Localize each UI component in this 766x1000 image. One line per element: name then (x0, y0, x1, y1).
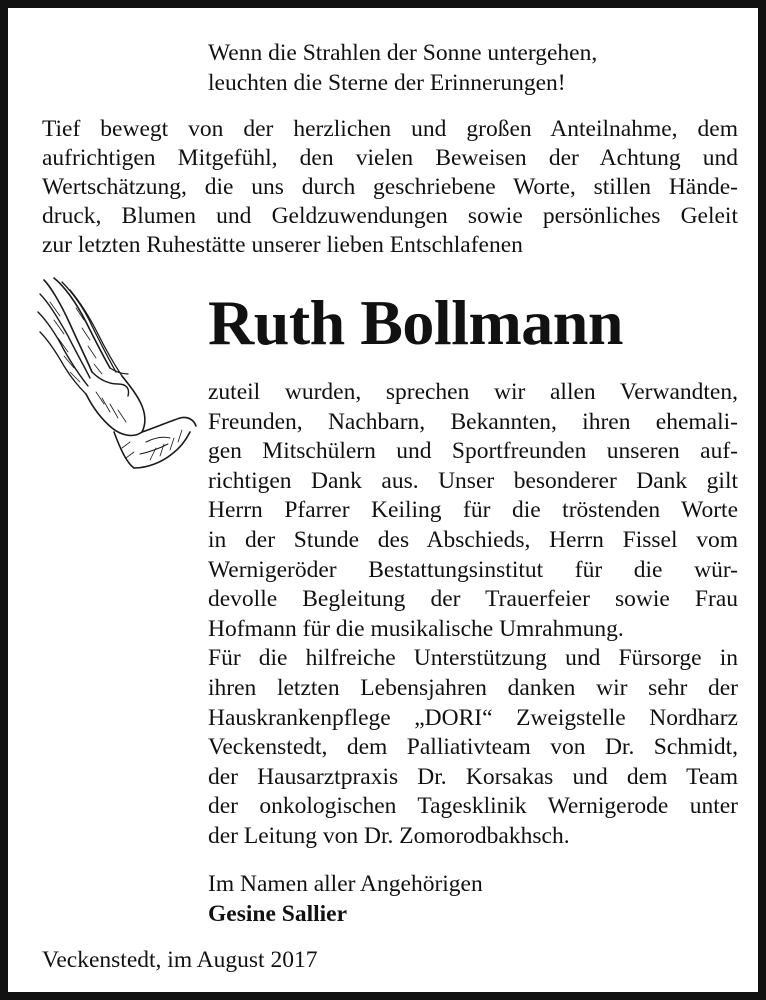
body-line: Hauskrankenpflege „DORI“ Zweigstelle Nordharz (208, 704, 738, 731)
intro-line: Tief bewegt von der herzlichen und großen Anteilnahme, dem (42, 116, 738, 142)
body-line: Freunden, Nachbarn, Bekannten, ihren ehemali- (208, 408, 738, 435)
intro-line: aufrichtigen Mitgefühl, den vielen Beweisen der Achtung und (42, 145, 738, 171)
praying-hands-icon (30, 272, 200, 472)
body-line: Veckenstedt, dem Palliativteam von Dr. Schmidt, (208, 734, 738, 761)
body-line: der Hausarztpraxis Dr. Korsakas und dem Team (208, 763, 738, 790)
body-line: Wernigeröder Bestattungsinstitut für die wür- (208, 556, 738, 583)
body-line: zuteil wurden, sprechen wir allen Verwandten, (208, 379, 738, 405)
body-line: ihren letzten Lebensjahren danken wir sehr der (208, 674, 738, 701)
body-paragraph (208, 378, 738, 852)
deceased-name: Ruth Bollmann (208, 287, 623, 358)
intro-line: zur letzten Ruhestätte unserer lieben Entschlafenen (42, 232, 523, 258)
body-line: Für die hilfreiche Unterstützung und Fürsorge in (208, 645, 738, 672)
intro-paragraph (42, 115, 738, 260)
motto-line: Wenn die Strahlen der Sonne untergehen, (208, 40, 598, 66)
intro-line: Wertschätzung, die uns durch geschriebene Worte, stillen Hände- (42, 174, 738, 200)
body-line: devolle Begleitung der Trauerfeier sowie Frau (208, 586, 738, 613)
body-line: gen Mitschülern und Sportfreunden unseren auf- (208, 438, 738, 465)
closing-phrase: Im Namen aller Angehörigen (208, 871, 483, 897)
body-line: der Leitung von Dr. Zomorodbakhsch. (208, 822, 570, 849)
motto-line: leuchten die Sterne der Erinnerungen! (208, 70, 566, 96)
body-line: Herrn Pfarrer Keiling für die tröstenden Worte (208, 497, 738, 524)
closing-block (208, 869, 708, 929)
body-line: richtigen Dank aus. Unser besonderer Dank gilt (208, 467, 738, 494)
signer-name: Gesine Sallier (208, 901, 348, 927)
body-line: Hofmann für die musikalische Umrahmung. (208, 615, 624, 642)
body-line: der onkologischen Tagesklinik Wernigerode unter (208, 793, 738, 820)
motto-verse (208, 38, 688, 98)
intro-line: druck, Blumen und Geldzuwendungen sowie persönliches Geleit (42, 203, 738, 229)
body-line: in der Stunde des Abschieds, Herrn Fissel vom (208, 526, 738, 553)
place-date: Veckenstedt, im August 2017 (42, 947, 318, 973)
